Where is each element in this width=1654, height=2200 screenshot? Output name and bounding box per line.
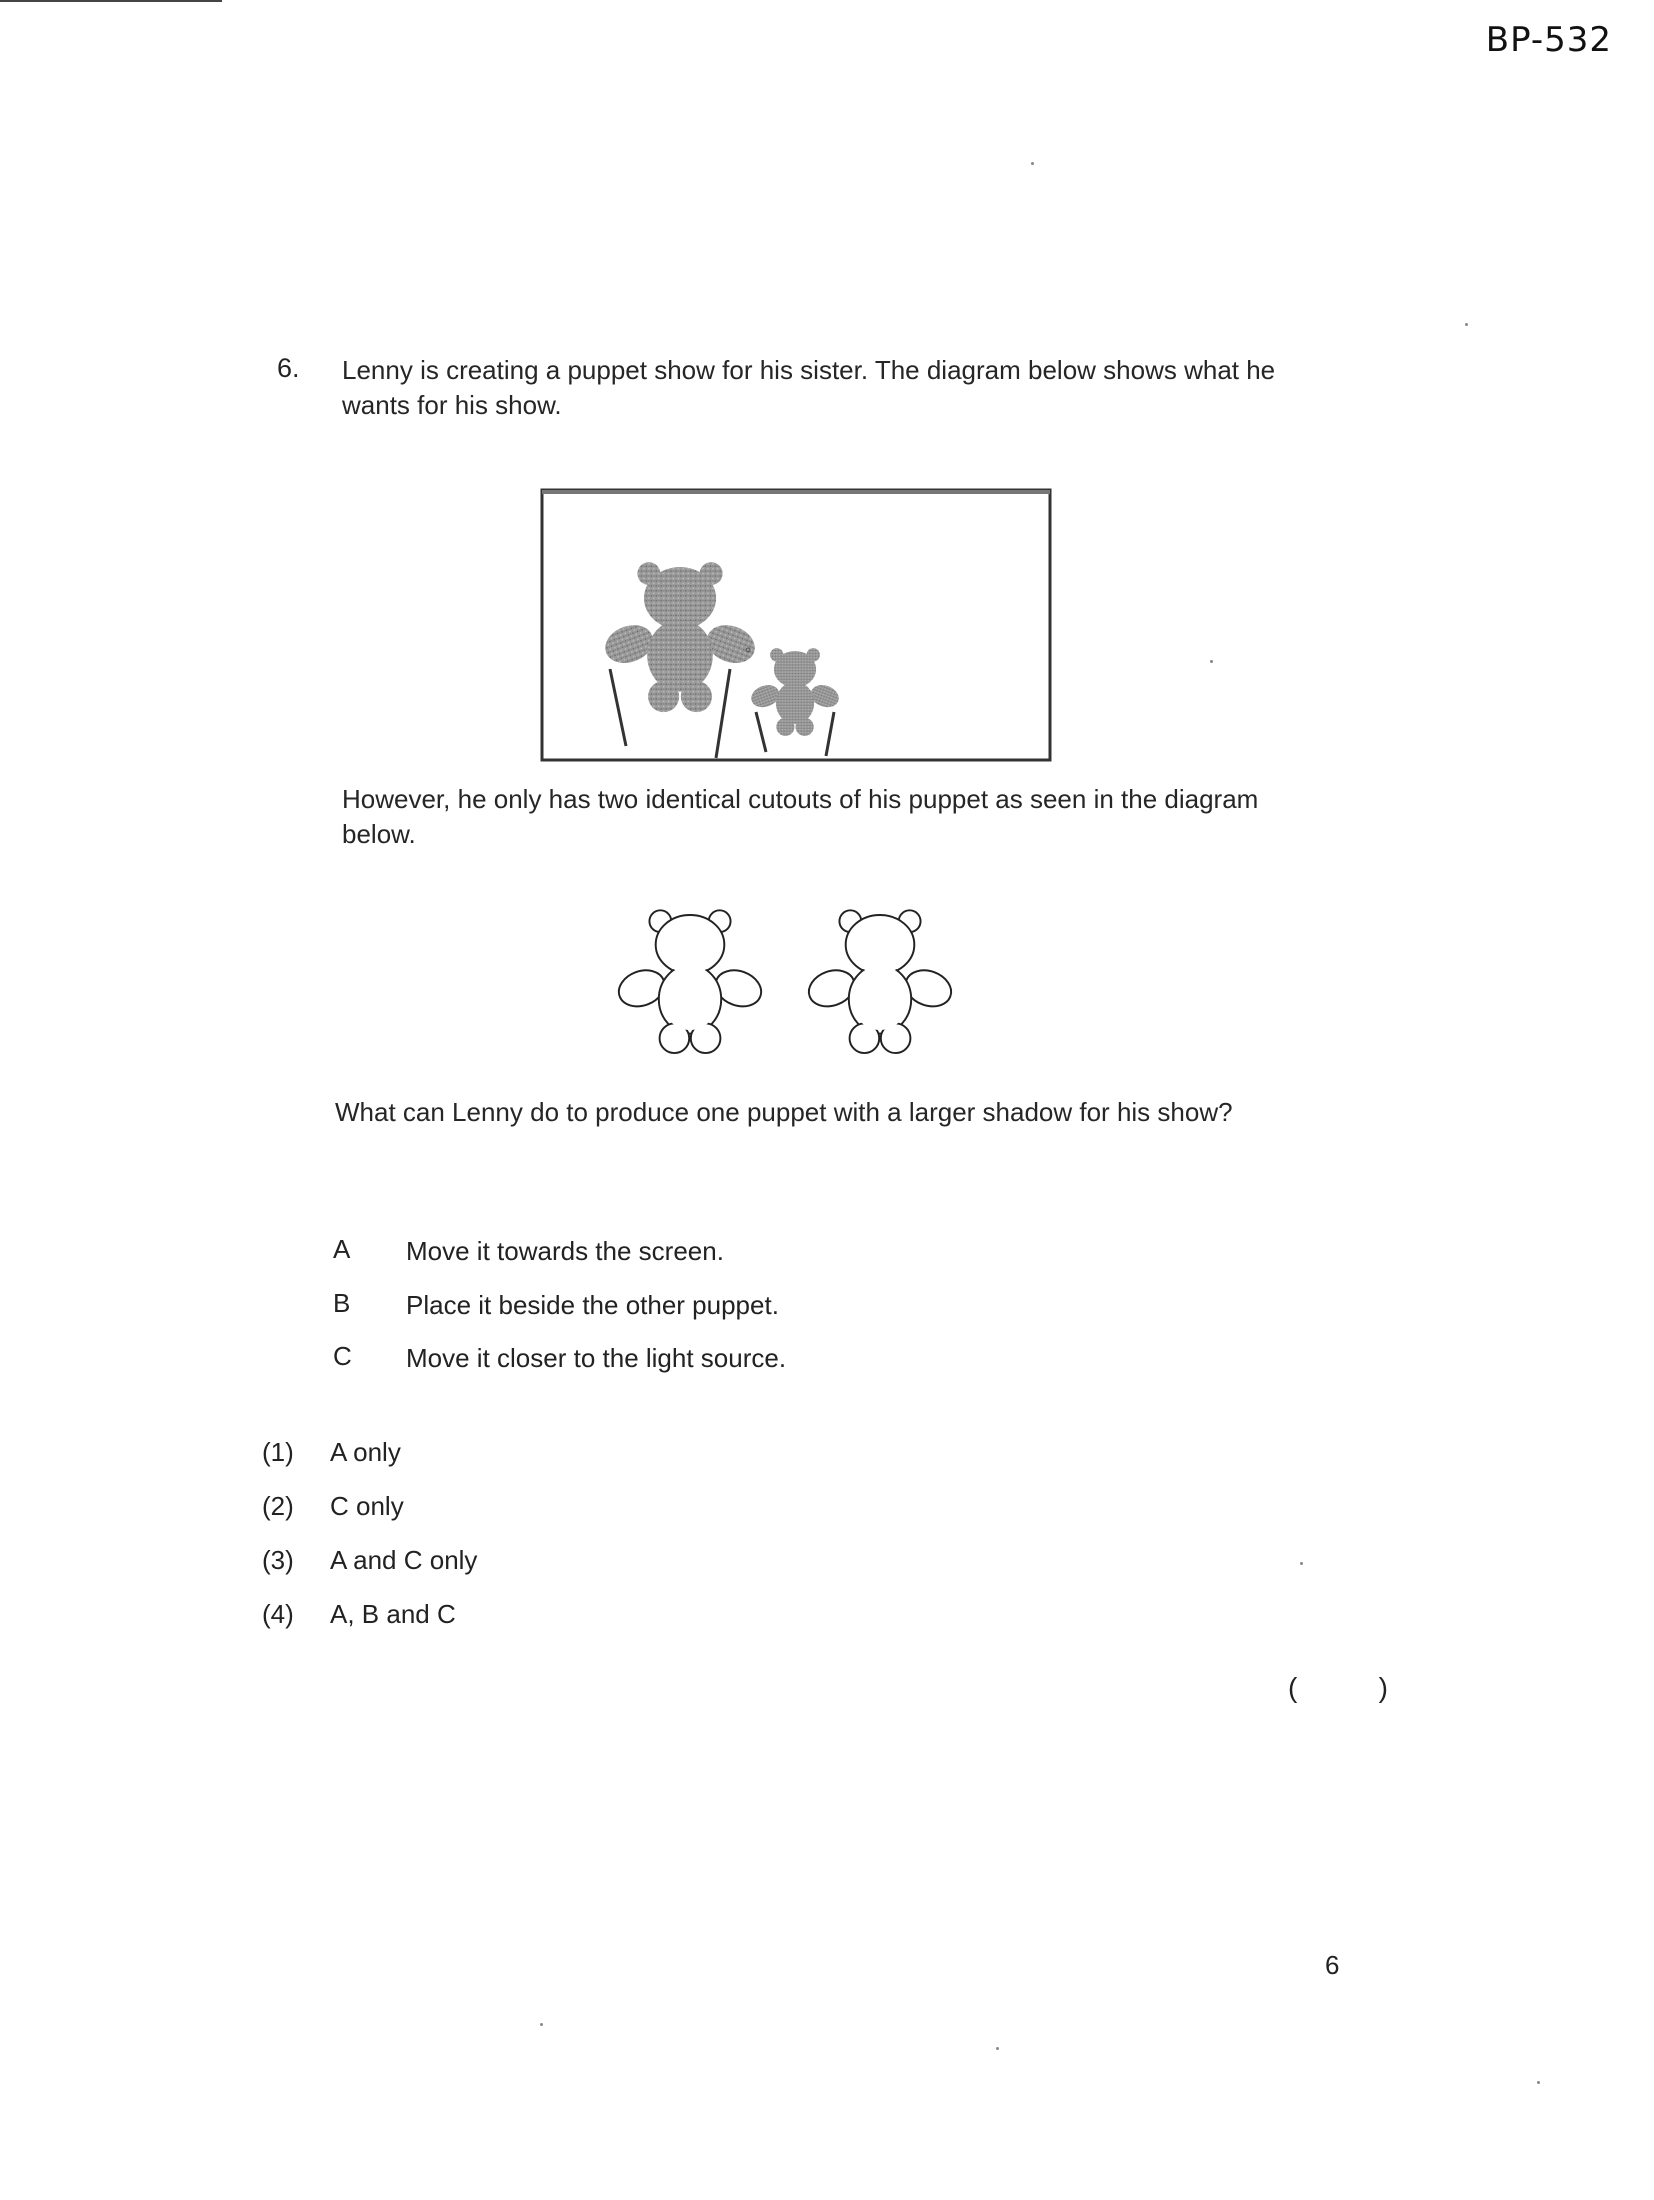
top-rule [0, 0, 222, 2]
answer-box-open: ( [1288, 1672, 1298, 1703]
answer-number: (4) [262, 1599, 294, 1629]
statement-text: Move it towards the screen. [406, 1236, 724, 1266]
answer-number: (2) [262, 1491, 294, 1521]
page-number: 6 [1325, 1950, 1340, 1980]
answer-box[interactable] [1288, 1672, 1388, 1704]
question-number: 6. [277, 353, 300, 383]
scan-speck [1031, 162, 1034, 165]
scan-speck [1300, 1562, 1303, 1565]
statement-text: Move it closer to the light source. [406, 1343, 787, 1373]
answer-option[interactable]: A only [330, 1437, 401, 1467]
scan-speck [540, 2023, 543, 2026]
scan-speck [996, 2047, 999, 2050]
answer-option[interactable]: C only [330, 1491, 404, 1521]
statement-letter: C [333, 1341, 352, 1371]
answer-option[interactable]: A, B and C [330, 1599, 456, 1629]
scan-speck [1537, 2081, 1540, 2084]
answer-number: (1) [262, 1437, 294, 1467]
statement-letter: A [333, 1234, 351, 1264]
puppet-show-diagram [530, 484, 1060, 766]
statement-text: Place it beside the other puppet. [406, 1290, 779, 1320]
cutouts-diagram [610, 898, 970, 1080]
question-middle: However, he only has two identical cutouts of his puppet as seen in the diagram below. [342, 784, 1259, 849]
small-shadow-icon [748, 648, 842, 736]
statement-letter: B [333, 1288, 351, 1318]
scan-speck [1210, 660, 1213, 663]
large-shadow-icon [600, 562, 760, 712]
answer-box-close: ) [1378, 1672, 1388, 1703]
document-code: BP-532 [1485, 20, 1612, 60]
question-intro: Lenny is creating a puppet show for his sister. The diagram below shows what he wants for his show. [342, 355, 1276, 420]
answer-option[interactable]: A and C only [330, 1545, 478, 1575]
scan-speck [1465, 323, 1468, 326]
question-prompt: What can Lenny do to produce one puppet with a larger shadow for his show? [335, 1097, 1233, 1127]
answer-number: (3) [262, 1545, 294, 1575]
